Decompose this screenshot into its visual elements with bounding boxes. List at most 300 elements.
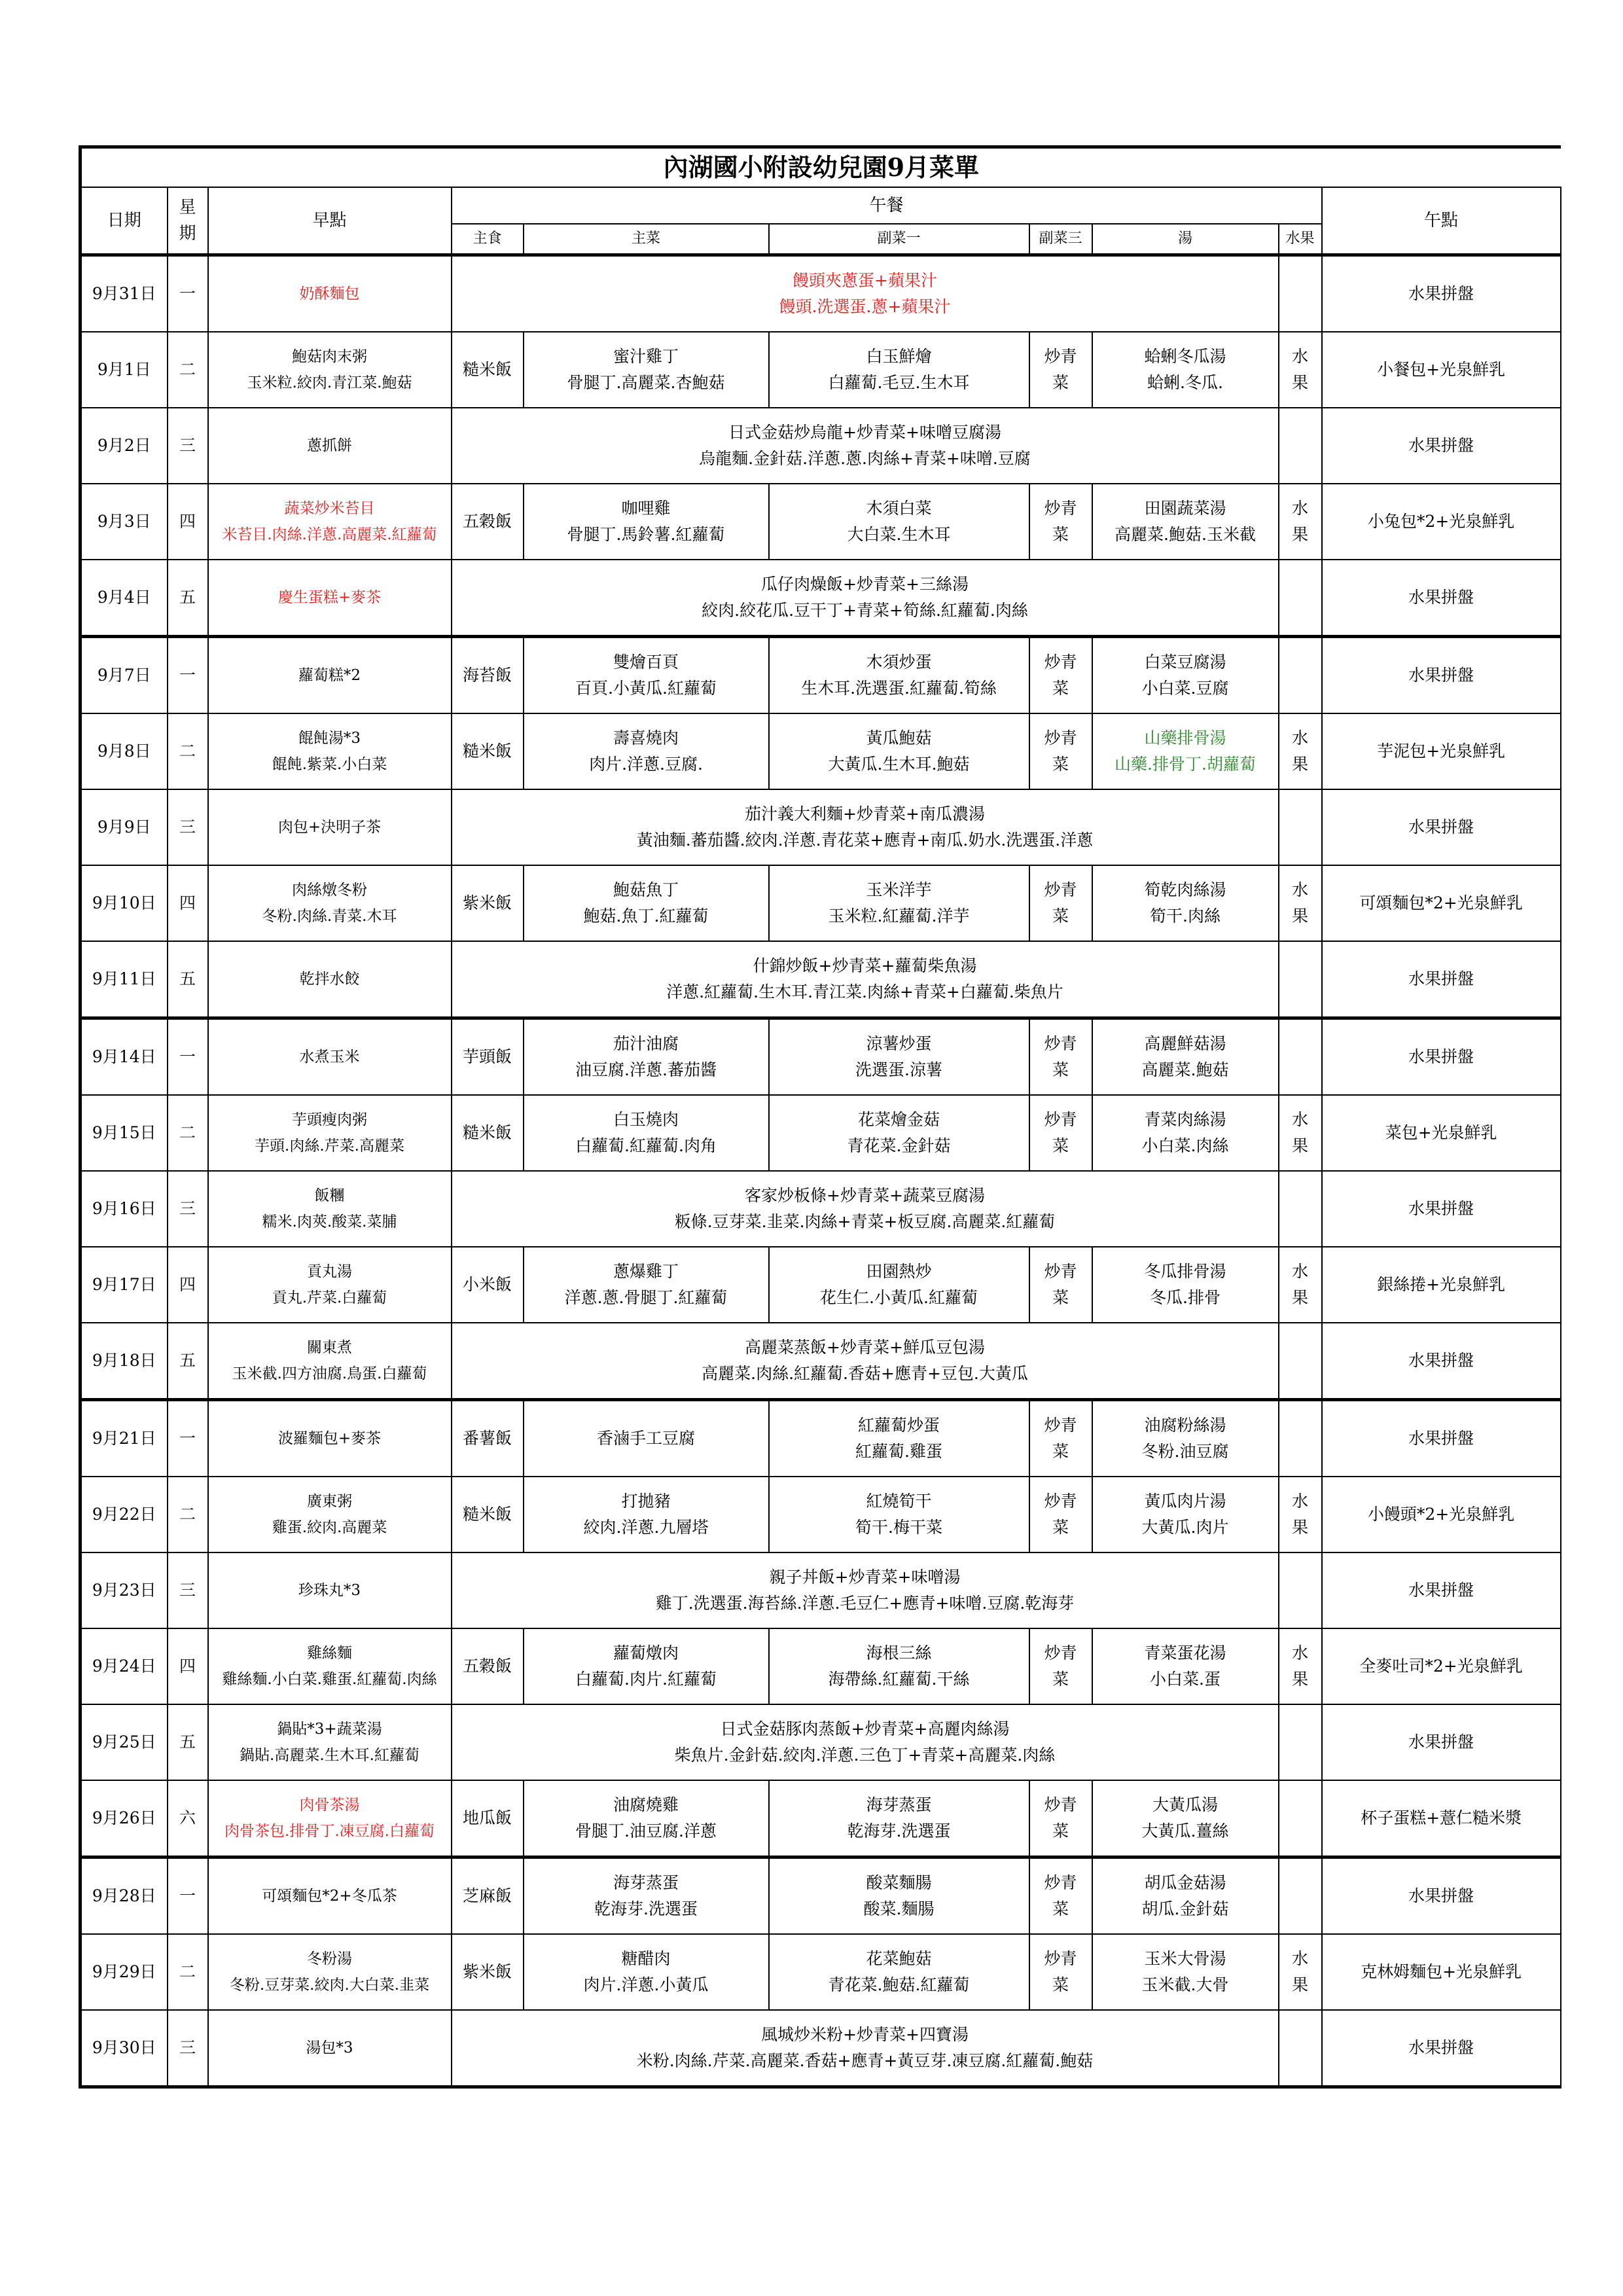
lunch-combined-cell-line: 高麗菜蒸飯+炒青菜+鮮瓜豆包湯 — [745, 1338, 985, 1357]
breakfast-cell — [208, 1704, 452, 1780]
side-dish3-cell-line: 炒青 — [1044, 880, 1077, 899]
side-dish-cell-line: 涼薯炒蛋 — [866, 1034, 932, 1053]
lunch-combined-cell-line: 什錦炒飯+炒青菜+蘿蔔柴魚湯 — [753, 956, 977, 975]
fruit-cell-line: 果 — [1291, 1288, 1308, 1307]
date-cell-line: 9月26日 — [92, 1808, 156, 1827]
side-dish-cell-line: 木須白菜 — [866, 499, 932, 518]
weekday-cell-line: 四 — [179, 1275, 196, 1294]
lunch-combined-cell-line: 絞肉.絞花瓜.豆干丁+青菜+筍絲.紅蘿蔔.肉絲 — [702, 601, 1028, 620]
date-cell-line: 9月18日 — [92, 1351, 156, 1370]
staple-cell-line: 五穀飯 — [462, 1657, 512, 1676]
staple-cell — [452, 637, 524, 714]
side-dish-cell-line: 玉米洋芋 — [866, 880, 932, 899]
date-cell — [80, 1857, 168, 1935]
main-dish-cell-line: 白蘿蔔.肉片.紅蘿蔔 — [575, 1670, 717, 1689]
weekday-cell-line: 三 — [179, 436, 196, 455]
side-dish3-cell — [1029, 637, 1092, 714]
side-dish3-cell-line: 菜 — [1052, 1136, 1069, 1155]
main-dish-cell-line: 肉片.洋蔥.小黃瓜 — [583, 1975, 709, 1994]
side-dish3-cell — [1029, 1780, 1092, 1857]
table-row — [80, 713, 1561, 789]
snack-cell-line: 克林姆麵包+光泉鮮乳 — [1361, 1962, 1522, 1981]
snack-cell — [1322, 408, 1561, 484]
snack-cell-line: 全麥吐司*2+光泉鮮乳 — [1359, 1657, 1523, 1676]
side-dish3-cell-line: 菜 — [1052, 1899, 1069, 1918]
soup-cell-line: 油腐粉絲湯 — [1144, 1416, 1226, 1435]
breakfast-cell — [208, 1477, 452, 1552]
soup-cell — [1092, 1628, 1279, 1704]
soup-cell-line: 玉米大骨湯 — [1144, 1949, 1226, 1968]
snack-cell — [1322, 255, 1561, 332]
header-fruit: 水果 — [1279, 224, 1322, 255]
table-row — [80, 1857, 1561, 1935]
snack-cell-line: 水果拼盤 — [1408, 817, 1474, 836]
table-row — [80, 1477, 1561, 1552]
fruit-cell-line: 果 — [1291, 1136, 1308, 1155]
side-dish-cell — [769, 332, 1029, 408]
breakfast-cell-line: 肉包+決明子茶 — [277, 819, 382, 836]
staple-cell — [452, 713, 524, 789]
table-row — [80, 1171, 1561, 1247]
weekday-cell-line: 五 — [179, 1732, 196, 1751]
date-cell-line: 9月16日 — [92, 1199, 156, 1218]
side-dish3-cell-line: 菜 — [1052, 1670, 1069, 1689]
breakfast-cell — [208, 865, 452, 941]
snack-cell-line: 水果拼盤 — [1408, 2038, 1474, 2057]
breakfast-cell — [208, 1857, 452, 1935]
main-dish-cell-line: 白蘿蔔.紅蘿蔔.肉角 — [575, 1136, 717, 1155]
side-dish-cell-line: 花菜鮑菇 — [866, 1949, 932, 1968]
weekday-cell — [168, 1704, 208, 1780]
weekday-cell-line: 四 — [179, 1657, 196, 1676]
main-dish-cell-line: 蔥爆雞丁 — [613, 1262, 679, 1281]
date-cell-line: 9月11日 — [92, 969, 156, 988]
lunch-combined-cell-line: 米粉.肉絲.芹菜.高麗菜.香菇+應青+黃豆芽.凍豆腐.紅蘿蔔.鮑菇 — [636, 2051, 1094, 2070]
table-row — [80, 332, 1561, 408]
snack-cell-line: 水果拼盤 — [1408, 1886, 1474, 1905]
side-dish-cell-line: 洗選蛋.涼薯 — [855, 1060, 942, 1079]
weekday-cell-line: 一 — [179, 284, 196, 303]
date-cell — [80, 484, 168, 560]
fruit-cell — [1279, 1171, 1322, 1247]
weekday-cell — [168, 1552, 208, 1628]
weekday-cell-line: 五 — [179, 1351, 196, 1370]
side-dish3-cell — [1029, 1934, 1092, 2010]
soup-cell — [1092, 1247, 1279, 1323]
soup-cell-line: 大黃瓜.肉片 — [1141, 1518, 1229, 1537]
breakfast-cell — [208, 1323, 452, 1400]
snack-cell — [1322, 484, 1561, 560]
breakfast-cell-line: 米苔目.肉絲.洋蔥.高麗菜.紅蘿蔔 — [222, 526, 437, 543]
lunch-combined-cell-line: 客家炒板條+炒青菜+蔬菜豆腐湯 — [745, 1186, 985, 1205]
lunch-combined-cell-line: 日式金菇豚肉蒸飯+炒青菜+高麗肉絲湯 — [720, 1719, 1010, 1738]
table-row — [80, 1780, 1561, 1857]
side-dish3-cell-line: 菜 — [1052, 1288, 1069, 1307]
side-dish-cell-line: 白玉鮮燴 — [866, 347, 932, 366]
breakfast-cell-line: 鮑菇肉末粥 — [292, 348, 367, 365]
main-dish-cell — [524, 713, 769, 789]
snack-cell — [1322, 789, 1561, 865]
lunch-combined-cell-line: 雞丁.洗選蛋.海苔絲.洋蔥.毛豆仁+應青+味噌.豆腐.乾海芽 — [655, 1594, 1075, 1613]
fruit-cell-line: 果 — [1291, 525, 1308, 544]
side-dish3-cell — [1029, 1477, 1092, 1552]
main-dish-cell-line: 乾海芽.洗選蛋 — [594, 1899, 698, 1918]
lunch-combined-cell-line: 親子丼飯+炒青菜+味噌湯 — [769, 1568, 961, 1587]
lunch-combined-cell-line: 柴魚片.金針菇.絞肉.洋蔥.三色丁+青菜+高麗菜.肉絲 — [674, 1746, 1056, 1765]
staple-cell — [452, 1400, 524, 1477]
side-dish-cell — [769, 1095, 1029, 1171]
soup-cell — [1092, 1477, 1279, 1552]
side-dish-cell — [769, 637, 1029, 714]
date-cell-line: 9月28日 — [92, 1886, 156, 1905]
side-dish-cell-line: 白蘿蔔.毛豆.生木耳 — [828, 373, 970, 392]
snack-cell — [1322, 1780, 1561, 1857]
soup-cell — [1092, 332, 1279, 408]
staple-cell-line: 小米飯 — [462, 1275, 512, 1294]
date-cell-line: 9月17日 — [92, 1275, 156, 1294]
date-cell — [80, 2010, 168, 2087]
breakfast-cell-line: 玉米粒.絞肉.青江菜.鮑菇 — [247, 374, 412, 391]
table-row — [80, 255, 1561, 332]
side-dish-cell-line: 海芽蒸蛋 — [866, 1795, 932, 1814]
side-dish-cell — [769, 1477, 1029, 1552]
breakfast-cell-line: 蔬菜炒米苔目 — [284, 500, 375, 517]
fruit-cell — [1279, 1628, 1322, 1704]
side-dish3-cell-line: 菜 — [1052, 906, 1069, 925]
snack-cell-line: 銀絲捲+光泉鮮乳 — [1377, 1275, 1506, 1294]
snack-cell-line: 杯子蛋糕+薏仁糙米漿 — [1361, 1808, 1522, 1827]
lunch-combined-cell — [452, 1704, 1279, 1780]
weekday-cell — [168, 1780, 208, 1857]
breakfast-cell-line: 乾拌水餃 — [299, 971, 360, 988]
side-dish-cell — [769, 1018, 1029, 1096]
table-row — [80, 941, 1561, 1018]
soup-cell — [1092, 1780, 1279, 1857]
snack-cell-line: 芋泥包+光泉鮮乳 — [1377, 742, 1506, 761]
soup-cell — [1092, 713, 1279, 789]
breakfast-cell — [208, 1171, 452, 1247]
staple-cell — [452, 1018, 524, 1096]
side-dish3-cell-line: 炒青 — [1044, 1110, 1077, 1129]
date-cell — [80, 1780, 168, 1857]
side-dish-cell — [769, 1934, 1029, 2010]
lunch-combined-cell-line: 高麗菜.肉絲.紅蘿蔔.香菇+應青+豆包.大黃瓜 — [702, 1364, 1028, 1383]
date-cell — [80, 560, 168, 637]
staple-cell — [452, 1628, 524, 1704]
breakfast-cell-line: 湯包*3 — [306, 2039, 353, 2056]
header-staple: 主食 — [452, 224, 524, 255]
table-row — [80, 1704, 1561, 1780]
weekday-cell-line: 二 — [179, 1962, 196, 1981]
fruit-cell-line: 水 — [1291, 880, 1308, 899]
soup-cell-line: 高麗鮮菇湯 — [1144, 1034, 1226, 1053]
header-snack: 午點 — [1322, 187, 1561, 255]
breakfast-cell — [208, 255, 452, 332]
breakfast-cell-line: 糯米.肉莢.酸菜.菜脯 — [262, 1213, 397, 1230]
staple-cell — [452, 1247, 524, 1323]
date-cell — [80, 1018, 168, 1096]
snack-cell — [1322, 1018, 1561, 1096]
snack-cell-line: 小餐包+光泉鮮乳 — [1377, 360, 1506, 379]
side-dish-cell-line: 黃瓜鮑菇 — [866, 728, 932, 747]
lunch-combined-cell-line: 烏龍麵.金針菇.洋蔥.蔥.肉絲+青菜+味噌.豆腐 — [699, 449, 1031, 468]
soup-cell — [1092, 637, 1279, 714]
staple-cell — [452, 1095, 524, 1171]
table-row — [80, 865, 1561, 941]
date-cell — [80, 1400, 168, 1477]
breakfast-cell-line: 芋頭.肉絲.芹菜.高麗菜 — [255, 1138, 404, 1155]
weekday-cell-line: 六 — [179, 1808, 196, 1827]
snack-cell — [1322, 1704, 1561, 1780]
table-row — [80, 560, 1561, 637]
snack-cell — [1322, 1934, 1561, 2010]
date-cell-line: 9月1日 — [97, 360, 151, 379]
side-dish3-cell — [1029, 1247, 1092, 1323]
side-dish-cell-line: 海根三絲 — [866, 1643, 932, 1662]
weekday-cell — [168, 484, 208, 560]
lunch-combined-cell — [452, 789, 1279, 865]
main-dish-cell — [524, 1018, 769, 1096]
snack-cell — [1322, 713, 1561, 789]
side-dish3-cell-line: 菜 — [1052, 755, 1069, 774]
soup-cell-line: 筍乾肉絲湯 — [1144, 880, 1226, 899]
date-cell — [80, 637, 168, 714]
side-dish-cell-line: 生木耳.洗選蛋.紅蘿蔔.筍絲 — [801, 679, 997, 698]
table-row — [80, 1628, 1561, 1704]
staple-cell-line: 紫米飯 — [462, 1962, 512, 1981]
fruit-cell-line: 果 — [1291, 1670, 1308, 1689]
side-dish3-cell — [1029, 1628, 1092, 1704]
table-row — [80, 789, 1561, 865]
date-cell-line: 9月25日 — [92, 1732, 156, 1751]
side-dish3-cell-line: 炒青 — [1044, 1034, 1077, 1053]
main-dish-cell-line: 骨腿丁.油豆腐.洋蔥 — [575, 1821, 717, 1840]
side-dish-cell-line: 花生仁.小黃瓜.紅蘿蔔 — [820, 1288, 978, 1307]
fruit-cell-line: 水 — [1291, 1262, 1308, 1281]
breakfast-cell — [208, 1552, 452, 1628]
table-row — [80, 2010, 1561, 2087]
staple-cell — [452, 1857, 524, 1935]
weekday-cell — [168, 1018, 208, 1096]
breakfast-cell — [208, 408, 452, 484]
table-row — [80, 1400, 1561, 1477]
date-cell — [80, 1628, 168, 1704]
side-dish3-cell-line: 炒青 — [1044, 499, 1077, 518]
date-cell-line: 9月7日 — [97, 666, 151, 685]
soup-cell-line: 高麗菜.鮑菇 — [1141, 1060, 1229, 1079]
date-cell — [80, 1323, 168, 1400]
soup-cell-line: 蛤蜊冬瓜湯 — [1144, 347, 1226, 366]
table-row — [80, 484, 1561, 560]
fruit-cell — [1279, 1018, 1322, 1096]
weekday-cell-line: 二 — [179, 360, 196, 379]
breakfast-cell — [208, 332, 452, 408]
side-dish3-cell-line: 炒青 — [1044, 1416, 1077, 1435]
side-dish-cell-line: 海帶絲.紅蘿蔔.干絲 — [828, 1670, 970, 1689]
table-row — [80, 1552, 1561, 1628]
side-dish3-cell-line: 炒青 — [1044, 1873, 1077, 1892]
breakfast-cell-line: 鍋貼.高麗菜.生木耳.紅蘿蔔 — [240, 1747, 419, 1764]
side-dish-cell — [769, 1857, 1029, 1935]
soup-cell-line: 胡瓜.金針菇 — [1141, 1899, 1229, 1918]
fruit-cell — [1279, 713, 1322, 789]
main-dish-cell-line: 蜜汁雞丁 — [613, 347, 679, 366]
fruit-cell — [1279, 1323, 1322, 1400]
snack-cell-line: 小兔包*2+光泉鮮乳 — [1367, 512, 1515, 531]
main-dish-cell-line: 糖醋肉 — [621, 1949, 671, 1968]
snack-cell — [1322, 1400, 1561, 1477]
fruit-cell — [1279, 1934, 1322, 2010]
header-lunch: 午餐 — [452, 187, 1322, 224]
side-dish-cell-line: 酸菜.麵腸 — [863, 1899, 935, 1918]
menu-sheet — [79, 145, 1559, 2089]
snack-cell — [1322, 1323, 1561, 1400]
soup-cell-line: 田園蔬菜湯 — [1144, 499, 1226, 518]
table-row — [80, 1095, 1561, 1171]
weekday-cell — [168, 941, 208, 1018]
date-cell — [80, 255, 168, 332]
weekday-cell — [168, 1171, 208, 1247]
main-dish-cell-line: 洋蔥.蔥.骨腿丁.紅蘿蔔 — [564, 1288, 728, 1307]
soup-cell — [1092, 1934, 1279, 2010]
main-dish-cell-line: 肉片.洋蔥.豆腐. — [589, 755, 703, 774]
main-dish-cell — [524, 1247, 769, 1323]
soup-cell-line: 山藥.排骨丁.胡蘿蔔 — [1115, 755, 1256, 774]
breakfast-cell — [208, 560, 452, 637]
lunch-combined-cell — [452, 1552, 1279, 1628]
staple-cell — [452, 332, 524, 408]
breakfast-cell-line: 奶酥麵包 — [299, 285, 360, 302]
weekday-cell — [168, 1095, 208, 1171]
breakfast-cell-line: 餛飩湯*3 — [298, 730, 361, 747]
weekday-cell — [168, 255, 208, 332]
date-cell-line: 9月22日 — [92, 1505, 156, 1524]
fruit-cell-line: 水 — [1291, 347, 1308, 366]
snack-cell-line: 可頌麵包*2+光泉鮮乳 — [1359, 893, 1523, 912]
fruit-cell-line: 果 — [1291, 1518, 1308, 1537]
header-side3: 副菜三 — [1029, 224, 1092, 255]
page-title: 內湖國小附設幼兒園9月菜單 — [80, 147, 1561, 188]
date-cell — [80, 1934, 168, 2010]
menu-body — [80, 255, 1561, 2087]
weekday-cell-line: 五 — [179, 588, 196, 607]
side-dish3-cell-line: 炒青 — [1044, 1492, 1077, 1511]
breakfast-cell — [208, 2010, 452, 2087]
soup-cell-line: 胡瓜金菇湯 — [1144, 1873, 1226, 1892]
main-dish-cell — [524, 484, 769, 560]
soup-cell — [1092, 1095, 1279, 1171]
snack-cell — [1322, 332, 1561, 408]
breakfast-cell-line: 肉骨茶湯 — [299, 1797, 360, 1814]
main-dish-cell — [524, 1857, 769, 1935]
fruit-cell — [1279, 865, 1322, 941]
breakfast-cell-line: 冬粉.豆芽菜.絞肉.大白菜.韭菜 — [229, 1977, 430, 1994]
lunch-combined-cell — [452, 1323, 1279, 1400]
header-weekday: 星期 — [168, 187, 208, 255]
snack-cell-line: 水果拼盤 — [1408, 436, 1474, 455]
snack-cell-line: 菜包+光泉鮮乳 — [1385, 1123, 1497, 1142]
soup-cell-line: 小白菜.蛋 — [1150, 1670, 1221, 1689]
weekday-cell-line: 四 — [179, 512, 196, 531]
main-dish-cell — [524, 1780, 769, 1857]
weekday-cell-line: 五 — [179, 969, 196, 988]
side-dish-cell — [769, 1247, 1029, 1323]
side-dish3-cell — [1029, 1400, 1092, 1477]
breakfast-cell-line: 芋頭瘦肉粥 — [292, 1111, 367, 1128]
main-dish-cell-line: 壽喜燒肉 — [613, 728, 679, 747]
table-row — [80, 637, 1561, 714]
lunch-combined-cell — [452, 255, 1279, 332]
snack-cell-line: 水果拼盤 — [1408, 1429, 1474, 1448]
breakfast-cell — [208, 1628, 452, 1704]
soup-cell-line: 高麗菜.鮑菇.玉米截 — [1115, 525, 1256, 544]
side-dish3-cell-line: 炒青 — [1044, 653, 1077, 672]
lunch-combined-cell-line: 日式金菇炒烏龍+炒青菜+味噌豆腐湯 — [728, 423, 1001, 442]
main-dish-cell-line: 骨腿丁.馬鈴薯.紅蘿蔔 — [567, 525, 725, 544]
header-side1: 副菜一 — [769, 224, 1029, 255]
main-dish-cell-line: 百頁.小黃瓜.紅蘿蔔 — [575, 679, 717, 698]
lunch-combined-cell-line: 洋蔥.紅蘿蔔.生木耳.青江菜.肉絲+青菜+白蘿蔔.柴魚片 — [666, 982, 1063, 1001]
lunch-combined-cell — [452, 2010, 1279, 2087]
snack-cell — [1322, 1857, 1561, 1935]
breakfast-cell-line: 蔥抓餅 — [307, 437, 352, 454]
side-dish3-cell-line: 菜 — [1052, 1442, 1069, 1461]
breakfast-cell-line: 肉骨茶包.排骨丁.凍豆腐.白蘿蔔 — [224, 1823, 435, 1840]
weekday-cell-line: 四 — [179, 893, 196, 912]
staple-cell-line: 糙米飯 — [462, 360, 512, 379]
snack-cell-line: 水果拼盤 — [1408, 969, 1474, 988]
staple-cell — [452, 865, 524, 941]
soup-cell-line: 冬粉.油豆腐 — [1141, 1442, 1229, 1461]
breakfast-cell-line: 肉絲燉冬粉 — [292, 882, 367, 899]
breakfast-cell — [208, 1247, 452, 1323]
breakfast-cell-line: 廣東粥 — [307, 1493, 352, 1510]
lunch-combined-cell-line: 茄汁義大利麵+炒青菜+南瓜濃湯 — [745, 804, 985, 823]
side-dish-cell — [769, 1780, 1029, 1857]
main-dish-cell-line: 蘿蔔燉肉 — [613, 1643, 679, 1662]
soup-cell-line: 小白菜.肉絲 — [1141, 1136, 1229, 1155]
fruit-cell-line: 果 — [1291, 906, 1308, 925]
fruit-cell — [1279, 1095, 1322, 1171]
staple-cell — [452, 1934, 524, 2010]
fruit-cell — [1279, 1400, 1322, 1477]
main-dish-cell-line: 雙燴百頁 — [613, 653, 679, 672]
snack-cell — [1322, 941, 1561, 1018]
breakfast-cell-line: 蘿蔔糕*2 — [298, 667, 361, 684]
main-dish-cell — [524, 1628, 769, 1704]
main-dish-cell — [524, 1477, 769, 1552]
side-dish3-cell — [1029, 1018, 1092, 1096]
breakfast-cell-line: 可頌麵包*2+冬瓜茶 — [262, 1888, 397, 1905]
breakfast-cell-line: 關東煮 — [307, 1339, 352, 1356]
side-dish3-cell-line: 菜 — [1052, 525, 1069, 544]
lunch-combined-cell — [452, 408, 1279, 484]
header-main: 主菜 — [524, 224, 769, 255]
side-dish3-cell-line: 炒青 — [1044, 1949, 1077, 1968]
fruit-cell — [1279, 789, 1322, 865]
side-dish-cell-line: 青花菜.鮑菇.紅蘿蔔 — [828, 1975, 970, 1994]
date-cell — [80, 1704, 168, 1780]
snack-cell — [1322, 1552, 1561, 1628]
weekday-cell-line: 一 — [179, 666, 196, 685]
weekday-cell-line: 一 — [179, 1886, 196, 1905]
side-dish3-cell-line: 炒青 — [1044, 347, 1077, 366]
breakfast-cell — [208, 1018, 452, 1096]
side-dish3-cell-line: 菜 — [1052, 1821, 1069, 1840]
weekday-cell — [168, 713, 208, 789]
soup-cell-line: 冬瓜.排骨 — [1150, 1288, 1221, 1307]
breakfast-cell — [208, 941, 452, 1018]
